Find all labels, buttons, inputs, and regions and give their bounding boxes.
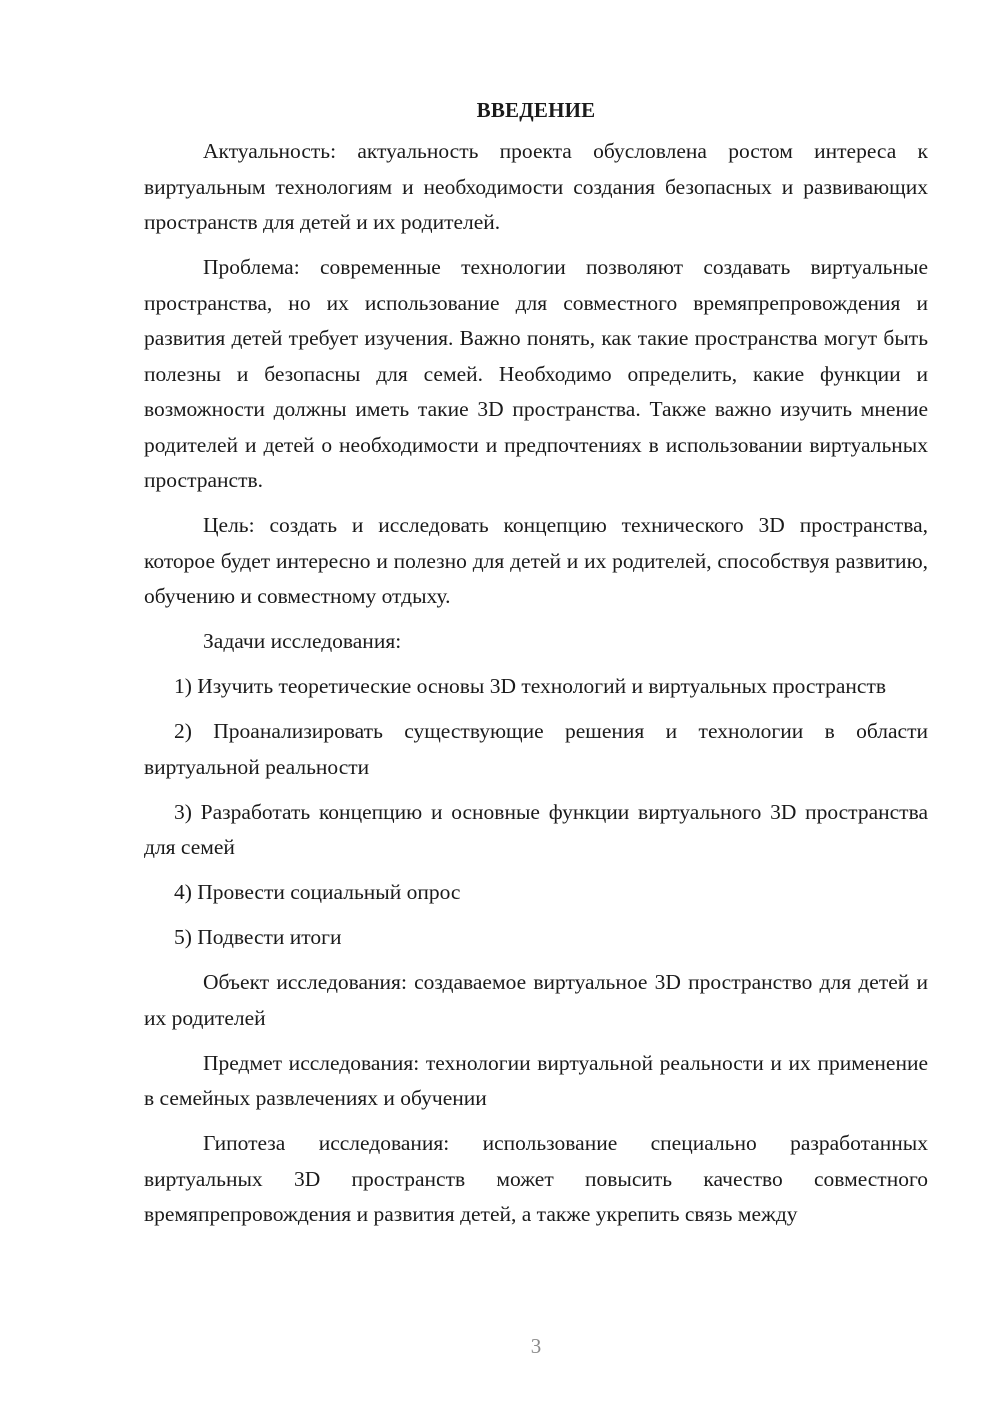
task-item-4: 4) Провести социальный опрос xyxy=(174,880,461,904)
task-item-3: 3) Разработать концепцию и основные функции виртуального 3D пространства для семей xyxy=(144,799,928,859)
tasks-heading: Задачи исследования: xyxy=(203,629,402,653)
subject-paragraph: Предмет исследования: технологии виртуальной реальности и их применение в семейных развлечениях и обучении xyxy=(144,1050,928,1110)
section-heading: ВВЕДЕНИЕ xyxy=(476,98,596,122)
task-item-2: 2) Проанализировать существующие решения и технологии в области виртуальной реальности xyxy=(144,719,928,779)
hypothesis-paragraph: Гипотеза исследования: использование специально разработанных виртуальных 3D пространств может повысить качество совместного времяпрепровождения и развития детей, а также укрепить связь между xyxy=(144,1131,928,1226)
task-item-5: 5) Подвести итоги xyxy=(174,925,342,949)
task-item-1: 1) Изучить теоретические основы 3D технологий и виртуальных пространств xyxy=(174,674,887,698)
page-number: 3 xyxy=(530,1334,542,1358)
problem-paragraph: Проблема: современные технологии позволяют создавать виртуальные пространства, но их использование для совместного времяпрепровождения и развития детей требует изучения. Важно понять, как такие пространства могут быть полезны и безопасны для семей. Необходимо определить, какие функции и возможности должны иметь такие 3D пространства. Также важно изучить мнение родителей и детей о необходимости и предпочтениях в использовании виртуальных пространств. xyxy=(144,255,928,492)
goal-paragraph: Цель: создать и исследовать концепцию технического 3D пространства, которое будет интересно и полезно для детей и их родителей, способствуя развитию, обучению и совместному отдыху. xyxy=(144,513,928,608)
object-paragraph: Объект исследования: создаваемое виртуальное 3D пространство для детей и их родителей xyxy=(144,970,928,1030)
relevance-paragraph: Актуальность: актуальность проекта обусловлена ростом интереса к виртуальным технологиям и необходимости создания безопасных и развивающих пространств для детей и их родителей. xyxy=(144,139,928,234)
document-page xyxy=(144,92,928,1242)
